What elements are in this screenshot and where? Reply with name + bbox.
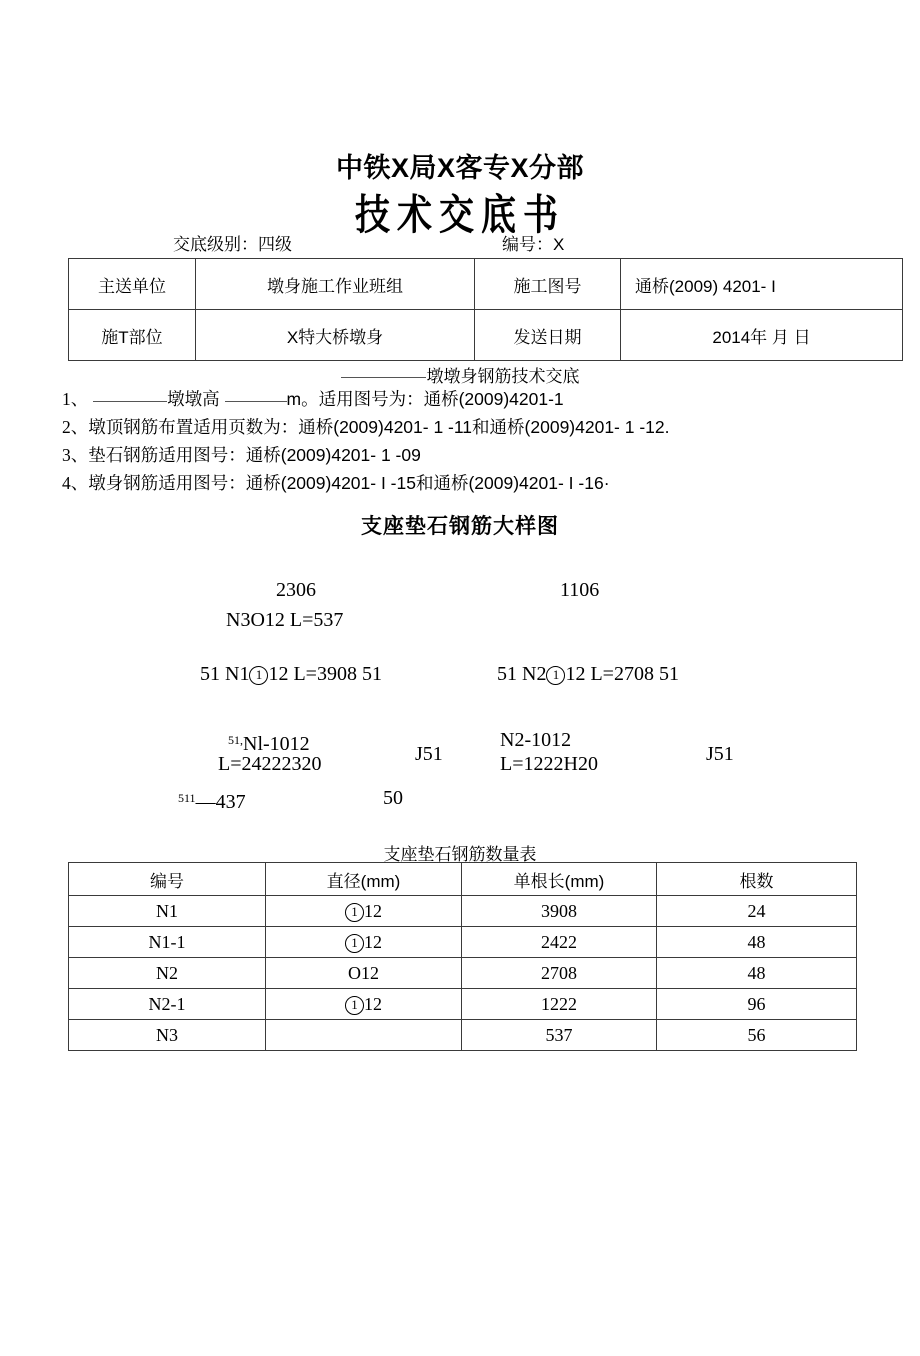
- quantity-table-title: 支座垫石钢筋数量表: [383, 845, 537, 864]
- note-text-post: m。适用图号为：通桥(2009)4201-1: [286, 389, 564, 409]
- dimension-superscript: 511: [178, 791, 196, 805]
- rebar-detail-drawing: [0, 550, 920, 820]
- note-text: 垫石钢筋适用图号：通桥(2009)4201- 1 -09: [88, 445, 421, 465]
- rebar-spec-n1: 12 L=3908: [268, 663, 357, 685]
- dimension-value: —437: [195, 791, 246, 813]
- cell-length: 2422: [462, 927, 657, 958]
- cell-diameter: [266, 958, 462, 989]
- cell-id: N1-1: [69, 927, 266, 958]
- rebar-quantity-table: [68, 862, 857, 1051]
- list-item: [62, 470, 902, 496]
- notes-list: [62, 386, 902, 498]
- note-number: 1、: [62, 389, 89, 409]
- cell-diameter: [266, 896, 462, 927]
- info-value-recipient: 墩身施工作业班组: [196, 259, 475, 310]
- spacing-superscript: 51,: [228, 733, 243, 747]
- circled-one-icon: 1: [249, 666, 268, 685]
- spacing-label-j51-left: J51: [415, 743, 443, 765]
- document-info-table: [68, 258, 903, 361]
- rebar-spec-n1-1: Nl-1012: [243, 733, 310, 755]
- cell-length: 3908: [462, 896, 657, 927]
- note-number: 3、: [62, 445, 89, 465]
- note-text: 墩身钢筋适用图号：通桥(2009)4201- I -15和通桥(2009)4201- I -16·: [88, 473, 610, 493]
- column-header-length: 单根长(mm): [462, 863, 657, 896]
- note-text-mid: 墩墩高: [167, 389, 220, 409]
- rebar-length-n1-1: L=24222320: [218, 753, 322, 775]
- table-row: [69, 310, 903, 361]
- note-number: 2、: [62, 417, 89, 437]
- column-header-id: 编号: [69, 863, 266, 896]
- cell-length: 2708: [462, 958, 657, 989]
- cell-id: N1: [69, 896, 266, 927]
- cell-length: 1222: [462, 989, 657, 1020]
- column-header-count: 根数: [657, 863, 857, 896]
- list-item: [62, 442, 902, 468]
- document-title: 技术交底书: [354, 192, 565, 239]
- rebar-label-n2-group: [497, 662, 679, 686]
- cell-diameter: [266, 989, 462, 1020]
- document-number-label: 编号：X: [502, 235, 565, 254]
- cell-length: 537: [462, 1020, 657, 1051]
- rebar-id-n1: N1: [225, 663, 250, 685]
- cell-count: 48: [657, 927, 857, 958]
- dimension-label-1106: 1106: [560, 579, 600, 601]
- drawing-title: 支座垫石钢筋大样图: [361, 515, 559, 538]
- diameter-text: O12: [348, 962, 379, 983]
- circled-one-icon: 1: [345, 903, 364, 922]
- cell-id: N2-1: [69, 989, 266, 1020]
- rebar-label-n1-group: [200, 662, 382, 686]
- dimension-label-bottom-left: [178, 786, 246, 814]
- subtitle-text: 墩墩身钢筋技术交底: [426, 367, 580, 386]
- info-label-location: 施T部位: [69, 310, 196, 361]
- info-label-drawing-no: 施工图号: [475, 259, 621, 310]
- list-item: [62, 414, 902, 440]
- circled-one-icon: 1: [345, 934, 364, 953]
- rebar-id-n2: N2: [522, 663, 547, 685]
- section-subtitle: [0, 362, 920, 387]
- cell-count: 24: [657, 896, 857, 927]
- cell-diameter: [266, 927, 462, 958]
- subtitle-blank-underline: [341, 377, 426, 378]
- note-blank-pier: [93, 401, 167, 402]
- note-number: 4、: [62, 473, 89, 493]
- cell-count: 48: [657, 958, 857, 989]
- table-row: [69, 896, 857, 927]
- disclosure-level-label: 交底级别：四级: [173, 235, 292, 254]
- table-row: [69, 958, 857, 989]
- table-header-row: [69, 863, 857, 896]
- rebar-label-n3: N3O12 L=537: [226, 609, 344, 631]
- cell-id: N2: [69, 958, 266, 989]
- note-blank-height: [225, 401, 287, 402]
- info-value-drawing-no: 通桥(2009) 4201- I: [621, 259, 903, 310]
- dimension-label-bottom-mid: 50: [383, 787, 403, 809]
- rebar-length-n2-1: L=1222H20: [500, 753, 598, 775]
- organization-title: 中铁X局X客专X分部: [335, 153, 585, 183]
- circled-one-icon: 1: [345, 996, 364, 1015]
- diameter-text: 12: [364, 993, 382, 1014]
- table-row: [69, 1020, 857, 1051]
- spacing-label-right: 51: [658, 663, 679, 685]
- cell-count: 96: [657, 989, 857, 1020]
- diameter-text: 12: [364, 900, 382, 921]
- circled-one-icon: 1: [546, 666, 565, 685]
- column-header-diameter: 直径(mm): [266, 863, 462, 896]
- dimension-label-2306: 2306: [276, 579, 316, 601]
- list-item: [62, 386, 902, 412]
- table-row: [69, 927, 857, 958]
- document-meta-row: [68, 230, 858, 254]
- info-value-send-date: 2014年 月 日: [621, 310, 903, 361]
- table-row: [69, 989, 857, 1020]
- diameter-text: 12: [364, 931, 382, 952]
- note-text: 墩顶钢筋布置适用页数为：通桥(2009)4201- 1 -11和通桥(2009)4201- 1 -12.: [88, 417, 670, 437]
- cell-count: 56: [657, 1020, 857, 1051]
- cell-id: N3: [69, 1020, 266, 1051]
- info-value-location: X特大桥墩身: [196, 310, 475, 361]
- spacing-label-left: 51: [497, 663, 517, 685]
- spacing-label-j51-right: J51: [706, 743, 734, 765]
- spacing-label-right: 51: [361, 663, 382, 685]
- rebar-spec-n2: 12 L=2708: [565, 663, 654, 685]
- rebar-spec-n2-1: N2-1012: [500, 729, 572, 751]
- cell-diameter: [266, 1020, 462, 1051]
- table-row: [69, 259, 903, 310]
- spacing-label-left: 51: [200, 663, 220, 685]
- info-label-send-date: 发送日期: [475, 310, 621, 361]
- info-label-recipient: 主送单位: [69, 259, 196, 310]
